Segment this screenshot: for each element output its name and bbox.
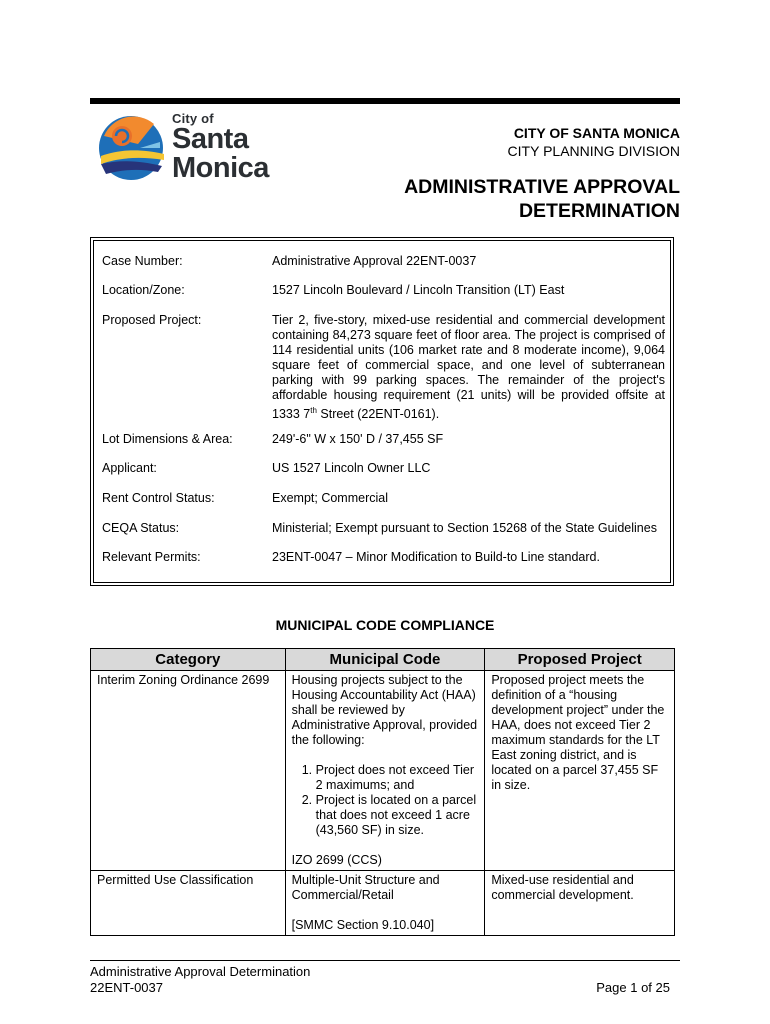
logo-line-2: Santa <box>172 123 249 155</box>
cell-code <box>285 671 485 871</box>
city-logo <box>98 112 268 184</box>
division-name: CITY PLANNING DIVISION <box>507 143 680 159</box>
info-value: 1527 Lincoln Boulevard / Lincoln Transition (LT) East <box>272 283 565 297</box>
code-list <box>292 763 479 838</box>
column-header-category: Category <box>91 649 286 671</box>
column-header-project: Proposed Project <box>485 649 675 671</box>
footer-doc-title: Administrative Approval Determination <box>90 964 311 979</box>
info-value: 23ENT-0047 – Minor Modification to Build-to Line standard. <box>272 550 600 564</box>
logo-line-1: City of <box>172 111 214 126</box>
spacer <box>292 748 479 763</box>
info-value: Ministerial; Exempt pursuant to Section 15268 of the State Guidelines <box>272 521 657 535</box>
title-line-1: ADMINISTRATIVE APPROVAL <box>404 176 680 198</box>
footer-rule <box>90 960 680 961</box>
city-seal-icon <box>98 114 168 184</box>
info-value: 249'-6" W x 150' D / 37,455 SF <box>272 432 444 446</box>
column-header-code: Municipal Code <box>285 649 485 671</box>
cell-category: Permitted Use Classification <box>91 871 286 936</box>
table-header-row <box>91 649 675 671</box>
footer-left <box>90 964 310 996</box>
cell-project: Mixed-use residential and commercial development. <box>485 871 675 936</box>
spacer <box>292 838 479 853</box>
project-text-sup: th <box>310 406 317 415</box>
list-item: 2. Project is located on a parcel that does not exceed 1 acre (43,560 SF) in size. <box>316 793 479 838</box>
header-rule <box>90 98 680 104</box>
header-org <box>508 124 680 160</box>
title-line-2: DETERMINATION <box>518 200 680 222</box>
info-label: Location/Zone: <box>102 283 185 297</box>
info-value <box>272 313 665 422</box>
document-title <box>404 175 680 223</box>
info-label: Applicant: <box>102 461 157 475</box>
cell-code <box>285 871 485 936</box>
spacer <box>292 903 479 918</box>
table-row <box>91 671 675 871</box>
org-name: CITY OF SANTA MONICA <box>513 125 680 141</box>
logo-line-3: Monica <box>172 152 269 184</box>
code-text: Multiple-Unit Structure and Commercial/Retail <box>291 873 440 902</box>
footer-case-number: 22ENT-0037 <box>90 980 163 995</box>
compliance-table <box>90 648 675 936</box>
info-value: Administrative Approval 22ENT-0037 <box>272 254 477 268</box>
cell-category: Interim Zoning Ordinance 2699 <box>91 671 286 871</box>
project-text: Tier 2, five-story, mixed-use residential and commercial development containing 84,273 square feet of floor area. The project is comprised of 114 residential units (106 market rate and 8 moderate income), 9,064 square feet of commercial space, and one level of subterranean parking with 99 parking spaces. The remainder of the project's affordable housing requirement (21 units) will be provided offsite at 1333 7 <box>272 313 665 422</box>
page-number: Page 1 of 25 <box>596 980 670 995</box>
info-value: Exempt; Commercial <box>272 491 388 505</box>
logo-wordmark <box>172 112 269 183</box>
code-intro: Housing projects subject to the Housing Accountability Act (HAA) shall be reviewed by Administrative Approval, provided the following: <box>291 673 478 747</box>
table-row <box>91 871 675 936</box>
info-label: Proposed Project: <box>102 313 202 327</box>
info-label: Relevant Permits: <box>102 550 201 564</box>
project-text-end: Street (22ENT-0161). <box>316 407 440 422</box>
code-reference: IZO 2699 (CCS) <box>291 853 382 867</box>
section-title: MUNICIPAL CODE COMPLIANCE <box>275 617 495 633</box>
code-reference: [SMMC Section 9.10.040] <box>291 918 435 932</box>
cell-project: Proposed project meets the definition of a “housing development project” under the HAA, does not exceed Tier 2 maximum standards for the LT East zoning district, and is located on a parcel 37,455 SF in size. <box>485 671 675 871</box>
info-label: Case Number: <box>102 254 183 268</box>
info-label: CEQA Status: <box>102 521 180 535</box>
info-label: Lot Dimensions & Area: <box>102 432 233 446</box>
list-item: 1. Project does not exceed Tier 2 maximums; and <box>316 763 479 793</box>
info-label: Rent Control Status: <box>102 491 215 505</box>
info-value: US 1527 Lincoln Owner LLC <box>272 461 431 475</box>
